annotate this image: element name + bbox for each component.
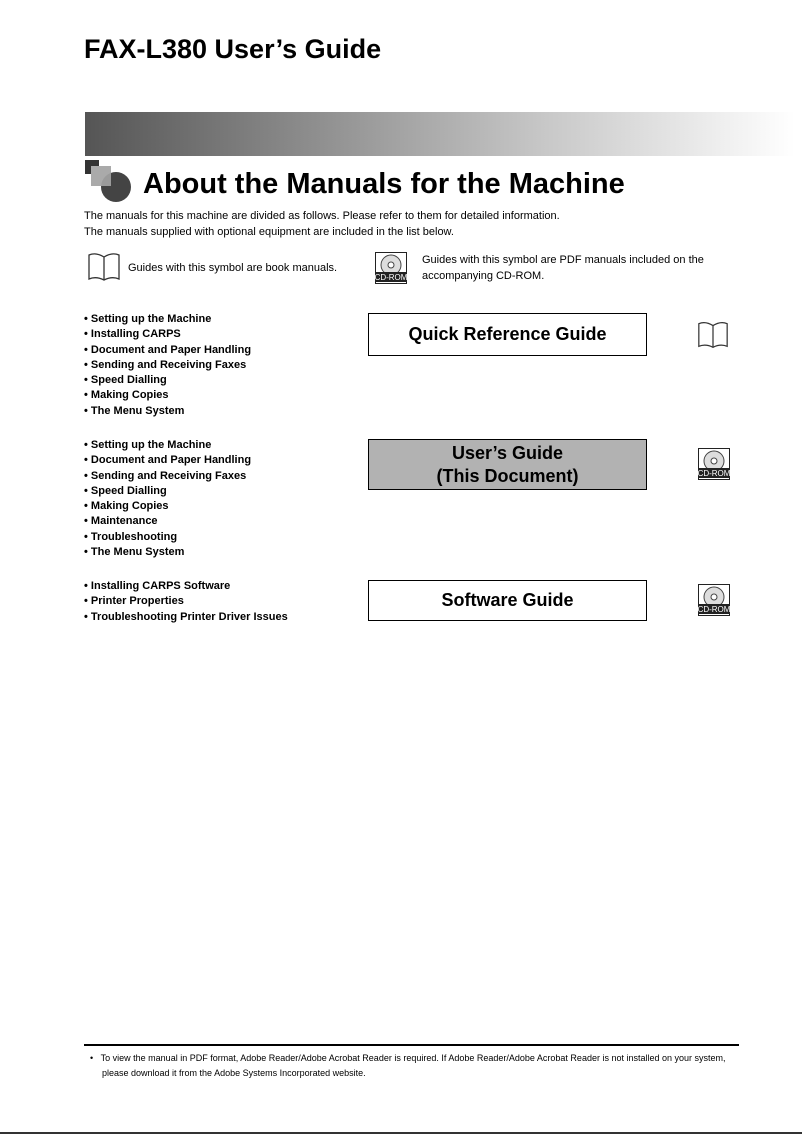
guide-name: Software Guide	[441, 590, 574, 610]
section-title: About the Manuals for the Machine	[143, 168, 625, 200]
list-item: • Sending and Receiving Faxes	[84, 358, 251, 373]
users-guide-topics	[84, 438, 251, 560]
document-title: FAX-L380 User’s Guide	[84, 34, 382, 64]
quick-reference-guide-box	[368, 313, 647, 356]
svg-text:CD-ROM: CD-ROM	[375, 273, 407, 282]
svg-text:CD-ROM: CD-ROM	[698, 605, 730, 614]
software-guide-box	[368, 580, 647, 621]
list-item: • Setting up the Machine	[84, 438, 251, 453]
cd-rom-icon	[375, 252, 407, 284]
bottom-divider	[0, 1132, 802, 1134]
footnote: • To view the manual in PDF format, Adobe Reader/Adobe Acrobat Reader is required. If Adobe Reader/Adobe Acrobat Reader is not installed on your system, please download it from the Adobe Systems Incorporated website.	[90, 1053, 726, 1078]
header-band	[85, 112, 795, 156]
list-item: • Speed Dialling	[84, 484, 251, 499]
list-item: • Installing CARPS Software	[84, 579, 288, 594]
footer-divider	[84, 1044, 739, 1046]
cd-rom-icon	[698, 584, 730, 616]
book-icon	[86, 251, 122, 283]
section-icon	[85, 160, 133, 204]
quick-reference-topics	[84, 312, 251, 419]
intro-line: The manuals supplied with optional equipment are included in the list below.	[84, 226, 454, 238]
list-item: • Setting up the Machine	[84, 312, 251, 327]
list-item: • Printer Properties	[84, 594, 288, 609]
software-guide-topics	[84, 579, 288, 625]
footnote-text: To view the manual in PDF format, Adobe Reader/Adobe Acrobat Reader is required. If Adobe Reader/Adobe Acrobat Reader is not installed on your system, please download it from the Adobe Systems Incorporated website.	[100, 1053, 726, 1078]
list-item: • Maintenance	[84, 514, 251, 529]
guide-subtitle: (This Document)	[436, 465, 579, 486]
guide-name: Quick Reference Guide	[408, 324, 607, 344]
guide-name: User’s Guide	[451, 442, 564, 463]
cd-rom-icon	[698, 448, 730, 480]
list-item: • The Menu System	[84, 404, 251, 419]
list-item: • Making Copies	[84, 388, 251, 403]
list-item: • The Menu System	[84, 545, 251, 560]
list-item: • Document and Paper Handling	[84, 453, 251, 468]
svg-text:CD-ROM: CD-ROM	[698, 469, 730, 478]
cd-symbol-text: Guides with this symbol are PDF manuals included on the accompanying CD-ROM.	[422, 254, 704, 282]
intro-line: The manuals for this machine are divided as follows. Please refer to them for detailed information.	[84, 210, 560, 222]
list-item: • Troubleshooting Printer Driver Issues	[84, 610, 288, 625]
list-item: • Sending and Receiving Faxes	[84, 469, 251, 484]
list-item: • Troubleshooting	[84, 530, 251, 545]
list-item: • Speed Dialling	[84, 373, 251, 388]
list-item: • Document and Paper Handling	[84, 343, 251, 358]
list-item: • Making Copies	[84, 499, 251, 514]
book-icon	[696, 318, 730, 352]
book-symbol-text: Guides with this symbol are book manuals.	[128, 262, 338, 274]
list-item: • Installing CARPS	[84, 327, 251, 342]
users-guide-box	[368, 439, 647, 490]
